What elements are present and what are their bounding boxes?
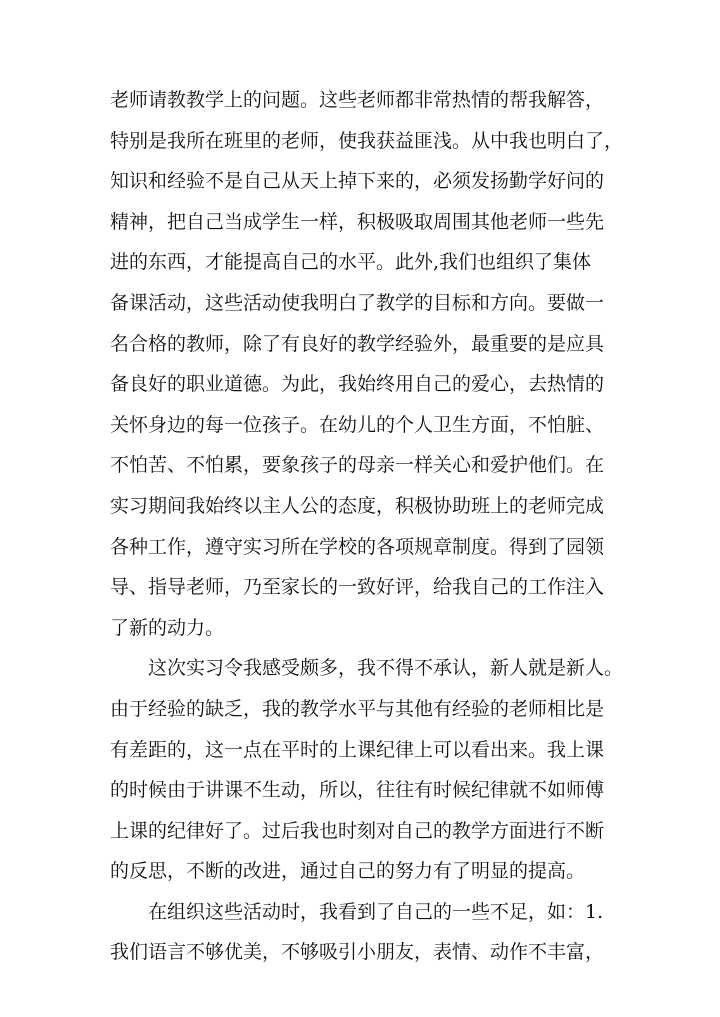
paragraph-line: 备课活动，这些活动使我明白了教学的目标和方向。要做一 [110,291,605,314]
paragraph-line: 上课的纪律好了。过后我也时刻对自己的教学方面进行不断 [110,819,605,842]
paragraph-line: 进的东西，才能提高自己的水平。此外,我们也组织了集体 [110,251,592,274]
paragraph-line: 我们语言不够优美，不够吸引小朋友，表情、动作不丰富， [110,941,605,964]
paragraph-line: 有差距的，这一点在平时的上课纪律上可以看出来。我上课 [110,738,605,761]
paragraph-line: 特别是我所在班里的老师，使我获益匪浅。从中我也明白了， [110,129,624,152]
paragraph-line: 实习期间我始终以主人公的态度，积极协助班上的老师完成 [110,494,605,517]
document-body [110,80,624,973]
paragraph-2 [110,648,624,892]
paragraph-line: 导、指导老师，乃至家长的一致好评，给我自己的工作注入 [110,576,605,599]
paragraph-line: 老师请教教学上的问题。这些老师都非常热情的帮我解答， [110,89,605,111]
paragraph-line: 的反思，不断的改进，通过自己的努力有了明显的提高。 [110,860,586,883]
paragraph-3 [110,892,620,973]
paragraph-first-line: 这次实习令我感受颇多，我不得不承认，新人就是新人。 [148,657,624,680]
paragraph-line: 由于经验的缺乏，我的教学水平与其他有经验的老师相比是 [110,697,605,720]
paragraph-line: 备良好的职业道德。为此，我始终用自己的爱心，去热情的 [110,373,605,396]
paragraph-line: 了新的动力。 [110,616,225,639]
paragraph-line: 关怀身边的每一位孩子。在幼儿的个人卫生方面，不怕脏、 [110,413,605,436]
paragraph-line: 的时候由于讲课不生动，所以，往往有时候纪律就不如师傅 [110,779,605,802]
paragraph-line: 名合格的教师，除了有良好的教学经验外，最重要的是应具 [110,332,605,355]
paragraph-line: 各种工作，遵守实习所在学校的各项规章制度。得到了园领 [110,535,605,558]
paragraph-line: 知识和经验不是自己从天上掉下来的，必须发扬勤学好问的 [110,170,605,193]
paragraph-line: 精神，把自己当成学生一样，积极吸取周围其他老师一些先 [110,210,605,233]
paragraph-line: 不怕苦、不怕累，要象孩子的母亲一样关心和爱护他们。在 [110,454,605,477]
paragraph-1 [110,80,624,648]
paragraph-first-line: 在组织这些活动时，我看到了自己的一些不足，如：1. [148,900,604,923]
